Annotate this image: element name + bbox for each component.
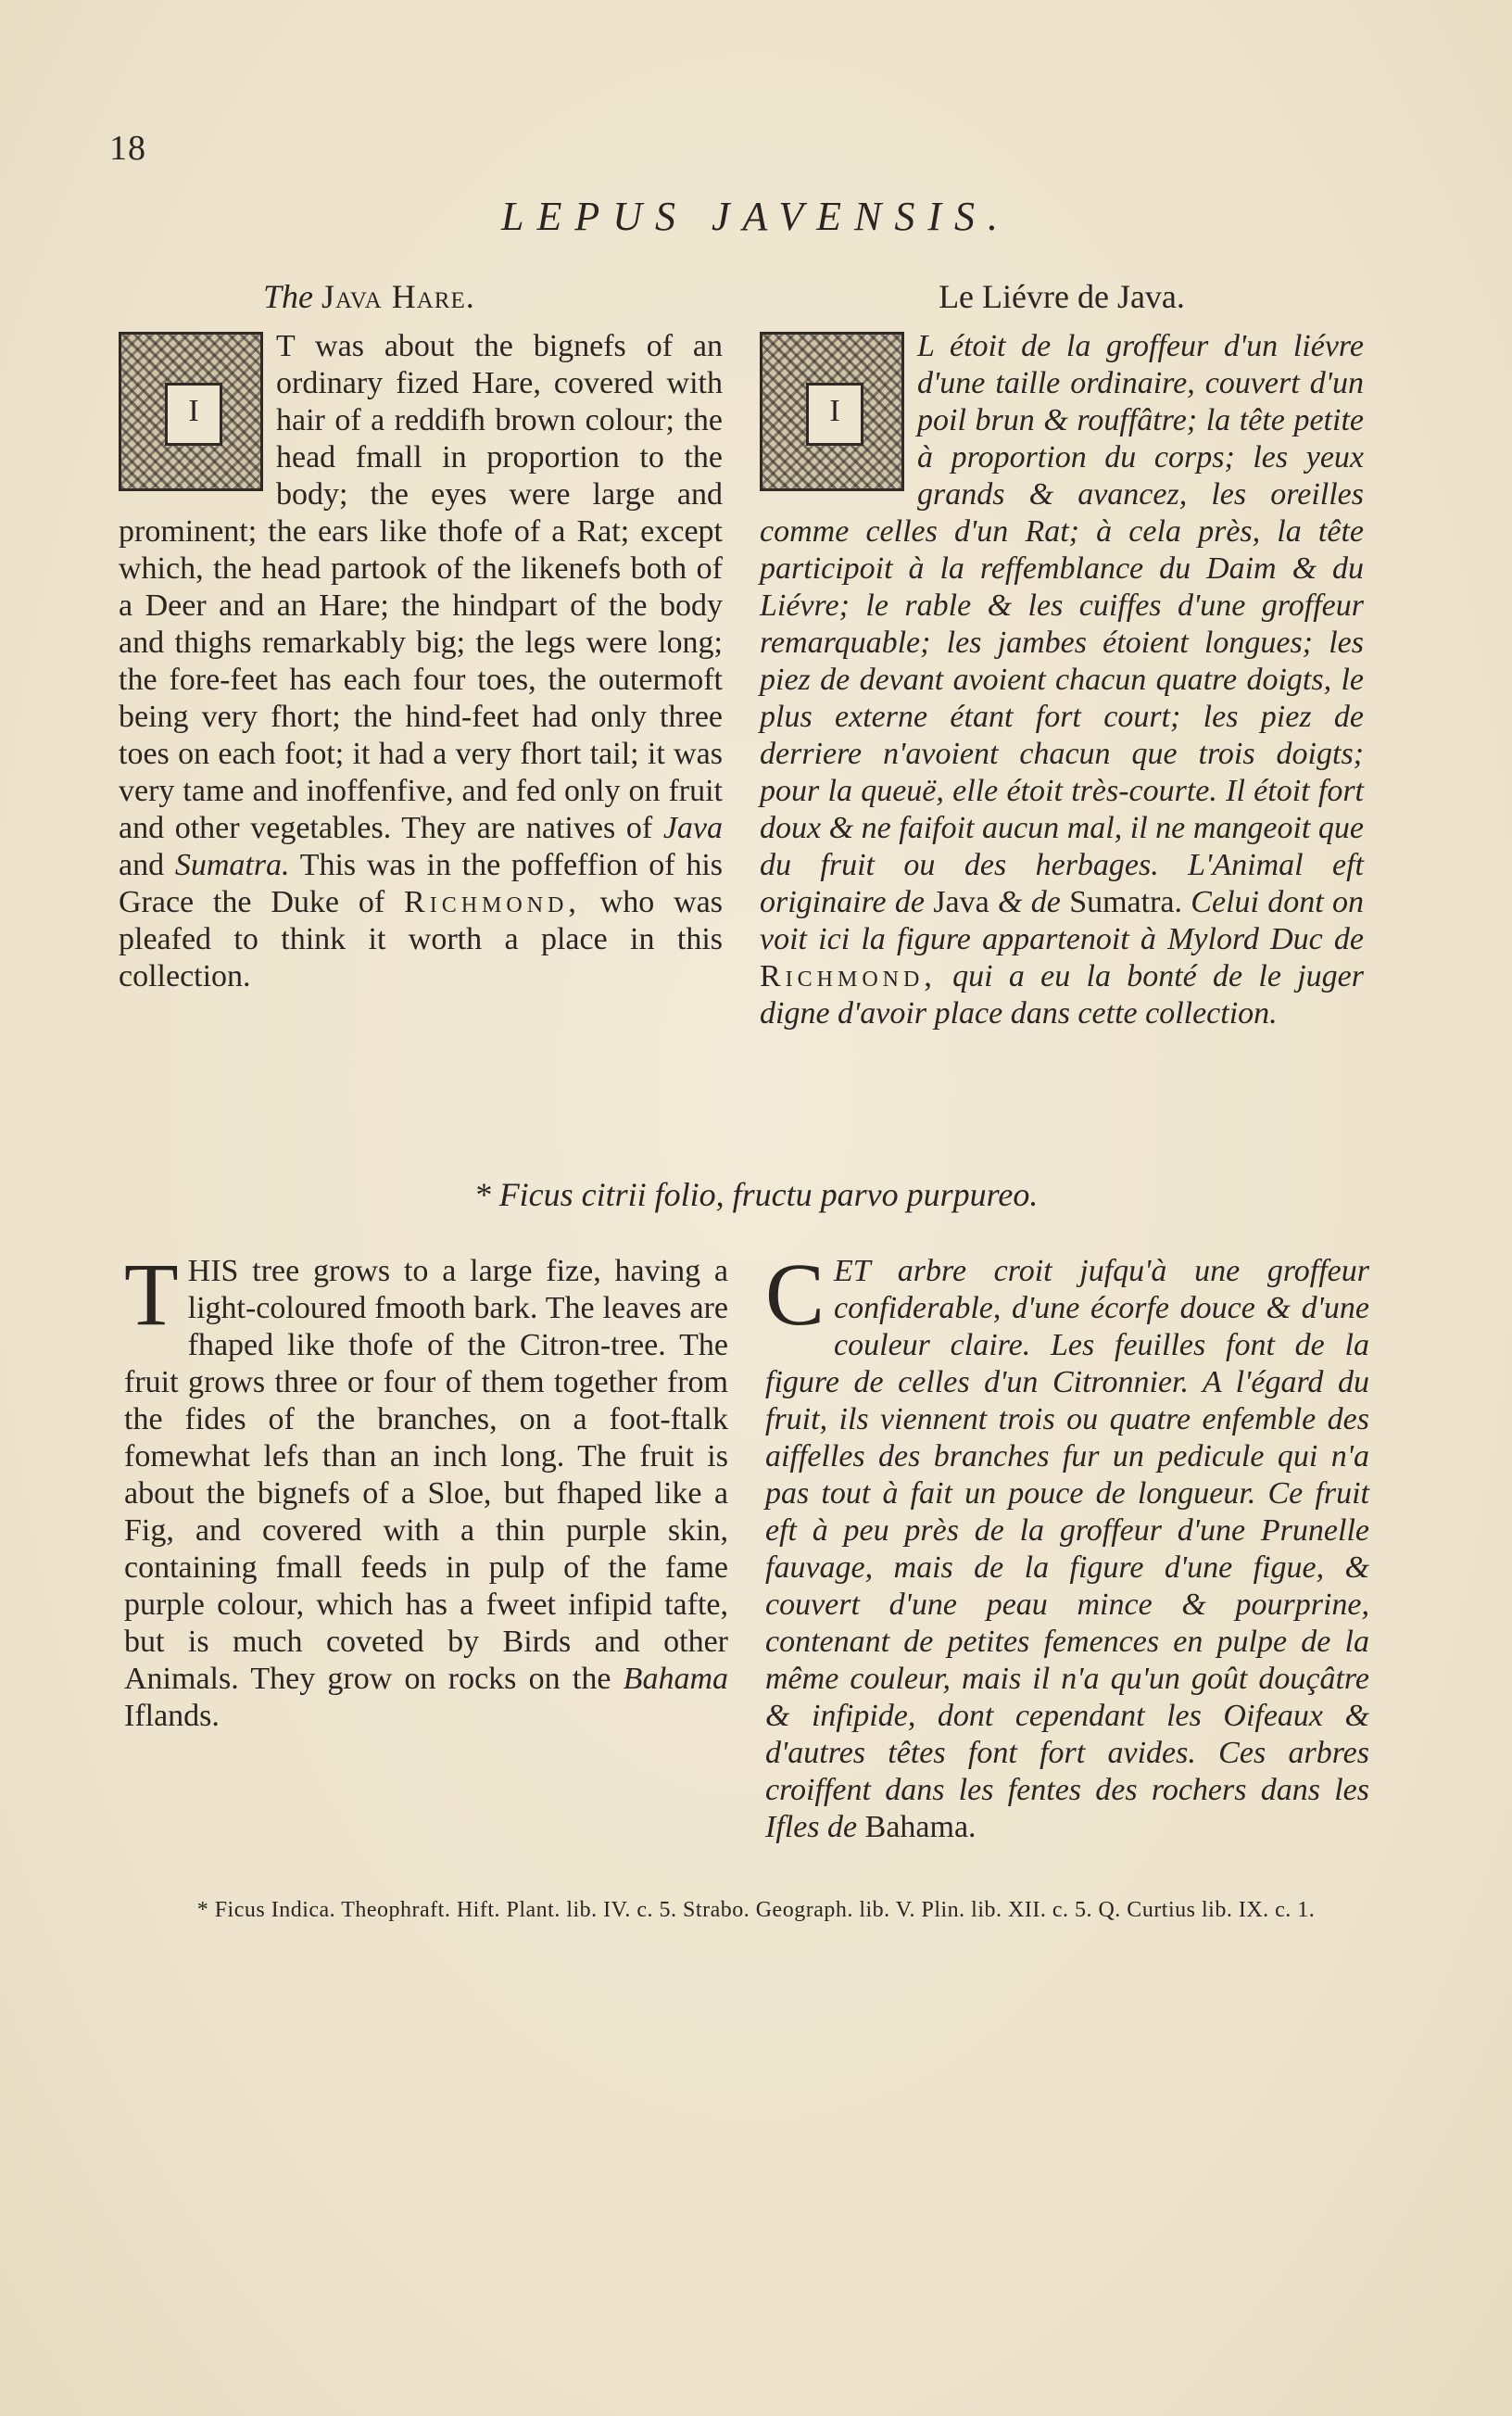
hare-english-column bbox=[119, 278, 723, 995]
richmond-name: Richmond, bbox=[404, 885, 581, 919]
heading-the: The bbox=[263, 278, 313, 315]
de-word: de bbox=[1030, 885, 1061, 919]
hare-english-text-1: T was about the bignefs of an ordinary fized Hare, covered with hair of a reddifh brown colour; the head fmall in proportion to the body; the eyes were large and prominent; the ears like thofe of a Rat; except which, the head partook of the likenefs both of a Deer and an Hare; the hindpart of the body and thighs remarkably big; the legs were long; the fore-feet has each four toes, the outermoft being very fhort; the hind-feet had only three toes on each foot; it had a very fhort tail; it was very tame and inoffenfive, and fed only on fruit and other vegetables. They are natives of bbox=[119, 329, 723, 845]
hare-french-heading: Le Liévre de Java. bbox=[939, 278, 1185, 315]
heading-java-hare: Java Hare. bbox=[321, 278, 475, 315]
ficus-french-column bbox=[765, 1245, 1369, 1846]
ornamental-initial-letter: I bbox=[165, 383, 222, 446]
ficus-caption: * Ficus citrii folio, fructu parvo purpureo. bbox=[473, 1176, 1039, 1213]
ornamental-initial bbox=[119, 332, 263, 491]
ficus-french-text-1: ET arbre croit jufqu'à une groffeur confiderable, d'une écorfe douce & d'une couleur claire. Les feuilles font de la figure de celles d'un Citronnier. A l'égard du fruit, ils viennent trois ou quatre enfemble des aiffelles des branches fur un pedicule qui n'a pas tout à fait un pouce de longueur. Ce fruit eft à peu près de la groffeur d'une Prunelle fauvage, mais de la figure d'une figue, & couvert d'une peau mince & pourprine, contenant de petites femences en pulpe de la même couleur, mais il n'a qu'un goût douçâtre & infipide, dont cependant les Oifeaux & d'autres têtes font fort avides. Ces arbres croiffent dans les fentes des rochers dans les Ifles de bbox=[765, 1254, 1369, 1844]
page-title: LEPUS JAVENSIS. bbox=[501, 194, 1011, 239]
ficus-english-text-2: Iflands. bbox=[124, 1699, 220, 1733]
richmond-name: Richmond, bbox=[760, 959, 937, 993]
hare-french-column bbox=[760, 278, 1364, 1032]
hare-french-text-1: L étoit de la groffeur d'un liévre d'une taille ordinaire, couvert d'un poil brun & rouffâtre; la tête petite à proportion du corps; les yeux grands & avancez, les oreilles comme celles d'un Rat; à cela près, la tête participoit à la reffemblance du Daim & du Liévre; le rable & les cuiffes d'une groffeur remarquable; les jambes étoient longues; les piez de devant avoient chacun quatre doigts, le plus externe étant fort court; les piez de derriere n'avoient chacun que trois doigts; pour la queuë, elle étoit très-courte. Il étoit fort doux & ne faifoit aucun mal, il ne mangeoit que du fruit ou des herbages. L'Animal eft originaire de bbox=[760, 329, 1364, 919]
hare-english-text-3: who was pleafed to think it worth a place in this collection. bbox=[119, 885, 724, 993]
bahama-word: Bahama bbox=[623, 1662, 728, 1696]
hare-french-text-3: qui a eu la bonté de le juger digne d'avoir place dans cette collection. bbox=[760, 959, 1364, 1031]
hare-english-text-2: This was in the poffeffion of his Grace the Duke of bbox=[119, 848, 723, 919]
drop-cap-letter: C bbox=[765, 1245, 825, 1344]
hare-french-text-2: Celui dont on voit ici la figure appartenoit à Mylord Duc de bbox=[760, 885, 1364, 956]
bahama-word: Bahama. bbox=[864, 1810, 976, 1844]
sumatra-word: Sumatra. bbox=[1069, 885, 1182, 919]
ornamental-initial bbox=[760, 332, 904, 491]
java-word: Java bbox=[662, 811, 723, 845]
hare-english-heading bbox=[119, 278, 723, 315]
sumatra-word: Sumatra. bbox=[174, 848, 290, 882]
and-word: & bbox=[998, 885, 1023, 919]
footnote: * Ficus Indica. Theophraft. Hift. Plant. lib. IV. c. 5. Strabo. Geograph. lib. V. Plin. lib. XII. c. 5. Q. Curtius lib. IX. c. 1. bbox=[196, 1898, 1316, 1922]
page-number: 18 bbox=[109, 129, 146, 168]
drop-cap-letter: T bbox=[124, 1245, 179, 1344]
ornamental-initial-letter: I bbox=[806, 383, 863, 446]
ficus-english-column bbox=[124, 1245, 728, 1735]
java-word: Java bbox=[933, 885, 989, 919]
and-word: and bbox=[119, 848, 165, 882]
ficus-english-text-1: HIS tree grows to a large fize, having a light-coloured fmooth bark. The leaves are fhaped like thofe of the Citron-tree. The fruit grows three or four of them together from the fides of the branches, on a foot-ftalk fomewhat lefs than an inch long. The fruit is about the bignefs of a Sloe, but fhaped like a Fig, and covered with a thin purple skin, containing fmall feeds in pulp of the fame purple colour, which has a fweet infipid tafte, but is much coveted by Birds and other Animals. They grow on rocks on the bbox=[124, 1254, 728, 1696]
